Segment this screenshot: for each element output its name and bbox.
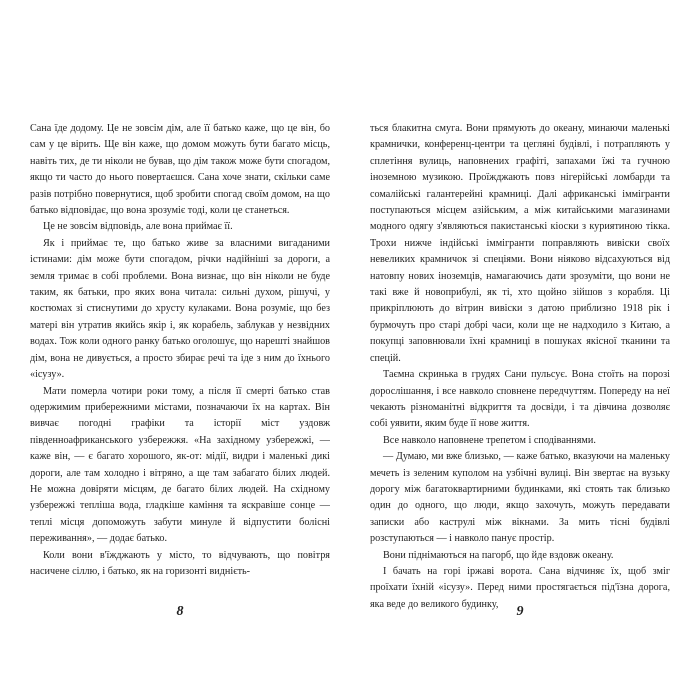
- paragraph: Мати померла чотири роки тому, а після її смерті батько став одержимим прибережними містами, позначаючи їх на картах. Він вивчає погодні графіки та історії міст уздовж південноафриканського узбережжя. «На західному узбережжі, — каже він, — є багато хорошого, як-от: мідії, видри і маленькі дикі дороги, але там холодно і вітряно, а ще там забагато білих людей. Не можна довіряти місцям, де багато білих людей. На східному узбережжі тепліша вода, гладкіше каміння та яскравіше сонце — теплі місця допоможуть забути минуле й відпустити болісні переживання», — додає батько.: [30, 385, 330, 545]
- paragraph: Як і приймає те, що батько живе за власними вигаданими істинами: дім може бути спогадом, річки надійніші за дороги, а земля тримає в собі проблеми. Вона визнає, що він ніколи не буде таким, як батьки, про яких вона читала: сильні духом, рішучі, у костюмах зі стиснутими до хрусту кулаками. Вона розуміє, що без матері він утратив якийсь якір і, як корабель, заблукав у незвідних водах. Тож коли одного ранку батько оголошує, що нарешті знайшов дім, вона не дивується, а просто збирає речі та іде з ним до їхнього «ісузу».: [30, 237, 330, 381]
- paragraph: Вони піднімаються на пагорб, що йде вздовж океану.: [383, 549, 614, 561]
- page-number-left: 8: [176, 604, 184, 619]
- paragraph: ться блакитна смуга. Вони прямують до океану, минаючи маленькі крамнички, конференц-центри та цегляні будівлі, і потрапляють у сплетіння вулиць, наповнених графіті, запахами їжі та гучною іноземною музикою. Проїжджають повз нігерійські ломбарди та сомалійські галантерейні крамниці. Далі африканські іммігранти поступаються місцем азійським, а між китайськими магазинами модного одягу з'являються пакистанські кіоски з куриятиною тікка. Трохи нижче індійські іммігранти поправляють вивіски своїх невеликих крамничок зі спеціями. Вони ніяково відсахуються від натовпу нових іноземців, намагаючись дати зрозуміти, що вони не такі вже й новоприбулі, як ті, хто щойно зійшов з корабля. Ці прикріплюють до вітрин вивіски з датою приблизно 1918 рік і бурмочуть про старі добрі часи, коли ще не надходило з Китаю, а покупці заповнювали їхні крамниці в пошуках якісної тканини та спецій.: [370, 123, 670, 364]
- left-page: [30, 121, 330, 580]
- page-number-right: 9: [516, 604, 524, 619]
- paragraph: — Думаю, ми вже близько, — каже батько, вказуючи на маленьку мечеть із зеленим куполом на узбічні вулиці. Він звертає на вузьку дорогу між багатоквартирними будинками, які стоять так близько один до одного, що люди, якщо захочуть, можуть передавати записки або каструлі між вікнами. За мить тісні будівлі розступаються — і навколо панує простір.: [370, 451, 670, 545]
- paragraph: Все навколо наповнене трепетом і сподіваннями.: [383, 434, 596, 446]
- paragraph: Таємна скринька в грудях Сани пульсує. Вона стоїть на порозі дорослішання, і все навколо сповнене передчуттям. Попереду на неї чекають різноманітні відкриття та досвіди, і та дівчина дозволяє собі уявити, яким буде її нове життя.: [370, 369, 670, 430]
- left-page-text: [30, 121, 330, 580]
- paragraph: Коли вони в'їжджають у місто, то відчувають, що повітря насичене сіллю, і батько, як на горизонті виднієть-: [30, 549, 330, 577]
- right-page: [370, 121, 670, 613]
- right-page-text: [370, 121, 670, 613]
- paragraph: Це не зовсім відповідь, але вона приймає її.: [43, 221, 233, 233]
- paragraph: Сана їде додому. Це не зовсім дім, але її батько каже, що це він, бо сам у це вірить. Ще він каже, що домом можуть бути багато місць, навіть тих, де ти ніколи не бував, що дім також може бути спогадом, якщо ти часто до нього повертаєшся. Сана хоче знати, скільки саме разів потрібно повернутися, щоб зробити спогад своїм домом, на що батько відповідає, що вона зрозуміє тоді, коли це станеться.: [30, 123, 330, 217]
- paragraph: І бачать на горі іржаві ворота. Сана відчиняє їх, щоб зміг проїхати їхній «ісузу». Перед ними простягається під'їзна дорога, яка веде до великого будинку,: [370, 565, 670, 610]
